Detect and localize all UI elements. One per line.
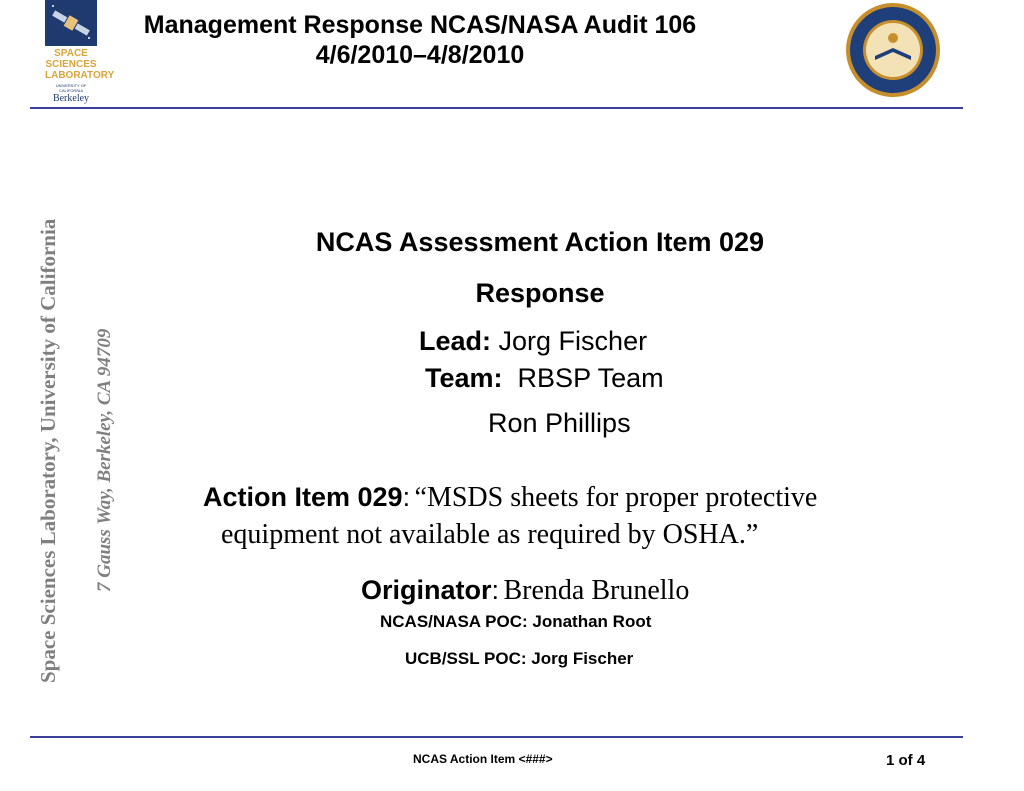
team-label: Team: — [425, 363, 503, 393]
action-item-title: NCAS Assessment Action Item 029 — [315, 227, 765, 257]
lead-value: Jorg Fischer — [498, 326, 648, 356]
action-item-label: Action Item 029 — [203, 482, 403, 512]
logo-berkeley: Berkeley — [52, 93, 90, 104]
originator-value: Brenda Brunello — [503, 575, 690, 606]
lead-line — [419, 326, 647, 357]
satellite-icon — [45, 0, 97, 46]
logo-line-sciences: SCIENCES — [45, 59, 97, 70]
title-line-2: 4/6/2010–4/8/2010 — [315, 41, 525, 69]
action-item-text-1: “MSDS sheets for proper protective — [414, 482, 818, 513]
originator-label: Originator — [361, 575, 492, 605]
logo-line-laboratory: LABORATORY — [45, 70, 115, 81]
footer-divider — [30, 736, 963, 738]
uc-seal — [845, 2, 941, 98]
footer-label: NCAS Action Item <###> — [413, 752, 553, 766]
page-number: 1 of 4 — [886, 752, 926, 769]
action-item-text-2: equipment not available as required by OSHA.” — [221, 519, 759, 550]
logo-line-space: SPACE — [54, 48, 88, 59]
team-line — [425, 363, 664, 394]
team-value: RBSP Team — [517, 363, 664, 393]
action-item-line1 — [203, 482, 817, 514]
response-heading: Response — [475, 278, 605, 308]
star-icon — [888, 33, 898, 43]
ncas-poc: NCAS/NASA POC: Jonathan Root — [380, 612, 652, 631]
ssl-logo — [45, 0, 115, 104]
header-divider — [30, 107, 963, 109]
page-title — [120, 10, 720, 70]
logo-university: UNIVERSITY OF CALIFORNIA — [55, 83, 87, 93]
ucb-poc: UCB/SSL POC: Jorg Fischer — [405, 649, 634, 668]
team-member: Ron Phillips — [488, 408, 631, 438]
originator-line — [361, 575, 689, 607]
title-line-1: Management Response NCAS/NASA Audit 106 — [143, 11, 697, 39]
lead-label: Lead: — [419, 326, 492, 356]
sidebar-institution: Space Sciences Laboratory, University of California — [36, 218, 60, 683]
originator-colon: : — [491, 575, 500, 605]
sidebar-address: 7 Gauss Way, Berkeley, CA 94709 — [94, 328, 115, 592]
action-item-colon: : — [402, 482, 411, 512]
